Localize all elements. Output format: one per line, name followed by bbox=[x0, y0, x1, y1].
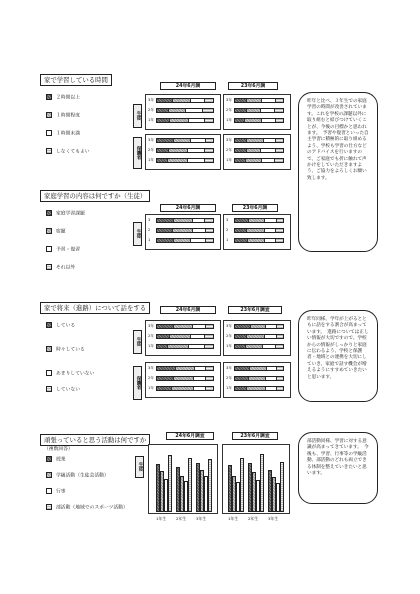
legend-label: 学級活動（生徒会活動） bbox=[56, 473, 109, 479]
s3-l-hogosha-bar-segment bbox=[194, 387, 206, 390]
s1-r-seito-bar-segment bbox=[235, 99, 247, 102]
s4-right-x-0: 1年生 bbox=[228, 516, 239, 521]
s2-l-bar-segment bbox=[205, 219, 213, 222]
legend-label: １時間程度 bbox=[56, 113, 80, 119]
s1-l-hogosha-bar-segment bbox=[188, 149, 205, 152]
s3-r-seito-bar-segment bbox=[235, 335, 247, 338]
s1-r-hogosha-bar-segment bbox=[261, 149, 276, 152]
s2-r-bar-segment bbox=[235, 239, 248, 242]
s4-left-bar bbox=[168, 455, 172, 512]
s4-legend-2 bbox=[46, 488, 66, 496]
s2-legend-1 bbox=[46, 228, 66, 236]
s1-l-hogosha-bar-row bbox=[156, 148, 214, 153]
swatch-icon bbox=[46, 370, 52, 376]
s1-r-hogosha-bar-segment bbox=[276, 149, 283, 152]
s1-l-hogosha-bar-segment bbox=[168, 159, 188, 162]
swatch-icon bbox=[46, 112, 52, 118]
s2-l-bar-segment bbox=[174, 239, 191, 242]
s3-l-hogosha-row-label: 1年 bbox=[148, 386, 154, 390]
s3-l-hogosha-bar-row bbox=[156, 366, 214, 371]
s3-l-seito-bar-segment bbox=[157, 325, 174, 328]
s2-l-row-label: 2 bbox=[148, 228, 151, 232]
s4-legend-0 bbox=[46, 456, 66, 464]
s3-legend-3 bbox=[46, 386, 80, 394]
s3-note: 昨年同様、学年が上がるとともに話をする割合が高まっています。 進路については正しい情報が大切ですので、学校からの情報がしっかりと家庭に伝わるよう、学校と保護者・地域との連携を大切にしていき、家庭で話す機会が増えるようにすすめていきたいと思います。 bbox=[298, 310, 378, 402]
s1-l-hogosha-bar-segment bbox=[206, 139, 213, 142]
s3-group-seito: 生徒 bbox=[133, 330, 142, 354]
s1-r-hogosha-bar-segment bbox=[275, 159, 283, 162]
s3-chart-right-title: 23年6月調査 bbox=[228, 306, 282, 314]
s2-r-bar-segment bbox=[277, 219, 283, 222]
s3-legend-1 bbox=[46, 346, 85, 354]
s3-l-seito-row-label: 3年 bbox=[148, 324, 154, 328]
s3-r-seito-bar-segment bbox=[265, 335, 277, 338]
s3-l-seito-bar-segment bbox=[191, 335, 206, 338]
s3-r-hogosha-bar-segment bbox=[250, 367, 266, 370]
legend-label: しなくてもよい bbox=[56, 149, 90, 155]
s3-r-seito-row-label: 1年 bbox=[226, 344, 232, 348]
swatch-icon bbox=[46, 472, 52, 478]
s1-legend-1 bbox=[46, 112, 80, 120]
s1-l-seito-bar-segment bbox=[189, 119, 205, 122]
s3-r-seito-bar-segment bbox=[235, 345, 246, 348]
s1-l-seito-bar-segment bbox=[157, 99, 173, 102]
s3-legend-2 bbox=[46, 370, 94, 378]
s1-l-hogosha-bar-segment bbox=[157, 159, 168, 162]
s1-r-seito-bar-segment bbox=[275, 109, 283, 112]
s1-l-seito-row-label: 2年 bbox=[148, 108, 154, 112]
s1-l-seito-bar-segment bbox=[203, 109, 213, 112]
s1-l-seito-bar-segment bbox=[205, 119, 213, 122]
s1-r-hogosha-bar-segment bbox=[247, 149, 261, 152]
s4-right-bar bbox=[280, 462, 284, 512]
s2-l-bar-segment bbox=[157, 239, 174, 242]
s3-r-seito-row-label: 3年 bbox=[226, 324, 232, 328]
s1-l-seito-bar-row bbox=[156, 118, 214, 123]
s4-group-seito: 生徒 bbox=[135, 456, 144, 478]
s4-left-x-0: 1年生 bbox=[156, 516, 167, 521]
s4-note: 部活動同様、学習に対する意識が高まってきています。 今後も、学習、行事等の学級活動、部活動のどれも両立できる体制を整えていきたいと思います。 bbox=[298, 432, 378, 504]
s3-l-seito-bar-segment bbox=[168, 345, 189, 348]
s3-l-hogosha-bar-row bbox=[156, 386, 214, 391]
s2-l-bar-segment bbox=[206, 239, 213, 242]
swatch-icon bbox=[46, 386, 52, 392]
s3-l-hogosha-row-label: 2年 bbox=[148, 376, 154, 380]
s2-r-bar-segment bbox=[249, 219, 264, 222]
s4-right-bar bbox=[240, 458, 244, 512]
s1-l-hogosha-bar-segment bbox=[174, 139, 191, 142]
swatch-icon bbox=[46, 322, 52, 328]
legend-label: 部活動（地域でのスポーツ活動） bbox=[56, 505, 128, 511]
s1-r-hogosha-bar-segment bbox=[235, 149, 247, 152]
s3-l-hogosha-bar-segment bbox=[195, 367, 206, 370]
s3-r-seito-bar-segment bbox=[251, 325, 265, 328]
s2-l-bar-segment bbox=[157, 229, 173, 232]
s2-r-bar-row bbox=[234, 228, 284, 233]
s3-l-hogosha-bar-row bbox=[156, 376, 214, 381]
s2-l-bar-segment bbox=[174, 219, 193, 222]
s2-r-bar-row bbox=[234, 218, 284, 223]
s1-l-hogosha-bar-segment bbox=[205, 149, 213, 152]
s3-l-hogosha-bar-segment bbox=[174, 377, 194, 380]
s3-l-seito-bar-segment bbox=[205, 345, 213, 348]
s3-r-hogosha-row-label: 1年 bbox=[226, 386, 232, 390]
s1-r-seito-bar-segment bbox=[247, 99, 261, 102]
s3-l-hogosha-bar-segment bbox=[206, 367, 213, 370]
s4-chart-right-title: 23年6月調査 bbox=[232, 432, 278, 440]
s3-r-seito-bar-segment bbox=[277, 335, 283, 338]
s1-l-hogosha-bar-segment bbox=[157, 149, 169, 152]
s1-chart-right-title: 23年6月調 bbox=[228, 82, 278, 90]
s4-left-bar bbox=[188, 458, 192, 512]
s3-l-seito-bar-segment bbox=[157, 335, 170, 338]
s4-legend-1 bbox=[46, 472, 109, 480]
s1-r-seito-bar-segment bbox=[276, 99, 283, 102]
legend-label: それ以外 bbox=[56, 265, 76, 271]
s1-l-seito-row-label: 1年 bbox=[148, 118, 154, 122]
s3-r-hogosha-bar-segment bbox=[235, 377, 249, 380]
section2-title: 家庭学習の内容は何ですか（生徒） bbox=[40, 190, 150, 202]
legend-label: している bbox=[56, 323, 76, 329]
s3-chart-left-title: 24年6月調 bbox=[160, 306, 216, 314]
s1-legend-0 bbox=[46, 94, 80, 102]
s3-l-seito-bar-segment bbox=[193, 325, 206, 328]
s1-r-hogosha-bar-row bbox=[234, 138, 284, 143]
s3-r-seito-bar-segment bbox=[276, 345, 283, 348]
s1-r-hogosha-bar-row bbox=[234, 158, 284, 163]
s2-r-bar-segment bbox=[265, 219, 277, 222]
s1-l-hogosha-bar-segment bbox=[191, 139, 207, 142]
s4-left-x-2: 3年生 bbox=[196, 516, 207, 521]
section3-title: 家で将来（進路）について話をする bbox=[40, 302, 150, 314]
s1-r-hogosha-bar-row bbox=[234, 148, 284, 153]
s3-l-seito-bar-segment bbox=[205, 335, 213, 338]
legend-label: １時間未満 bbox=[56, 131, 80, 137]
s3-l-seito-bar-segment bbox=[157, 345, 168, 348]
s2-r-row-label: 2 bbox=[226, 228, 229, 232]
s3-l-seito-bar-row bbox=[156, 324, 214, 329]
s2-chart-left-title: 24年6月調 bbox=[160, 204, 216, 212]
legend-label: 宿題 bbox=[56, 229, 66, 235]
s1-group-seito: 生徒 bbox=[133, 104, 142, 128]
s1-l-seito-bar-segment bbox=[186, 109, 203, 112]
s3-l-seito-bar-segment bbox=[174, 325, 193, 328]
legend-label: 時々している bbox=[56, 347, 85, 353]
s1-r-hogosha-bar-segment bbox=[246, 159, 262, 162]
swatch-icon bbox=[46, 504, 52, 510]
swatch-icon bbox=[46, 130, 52, 136]
swatch-icon bbox=[46, 246, 52, 252]
s2-l-bar-row bbox=[156, 218, 214, 223]
s2-l-bar-segment bbox=[173, 229, 193, 232]
s1-l-hogosha-row-label: 1年 bbox=[148, 158, 154, 162]
s3-r-seito-bar-row bbox=[234, 344, 284, 349]
s3-l-seito-bar-row bbox=[156, 334, 214, 339]
s3-r-hogosha-bar-segment bbox=[247, 387, 266, 390]
s4-legend-3 bbox=[46, 504, 128, 512]
s1-l-seito-bar-segment bbox=[205, 99, 213, 102]
s3-r-hogosha-row-label: 3年 bbox=[226, 366, 232, 370]
s1-l-seito-bar-segment bbox=[191, 99, 206, 102]
s3-legend-0 bbox=[46, 322, 75, 330]
s2-legend-3 bbox=[46, 264, 75, 272]
s1-r-seito-bar-row bbox=[234, 98, 284, 103]
s1-r-seito-row-label: 1年 bbox=[226, 118, 232, 122]
s1-r-hogosha-bar-segment bbox=[247, 139, 263, 142]
s1-l-seito-bar-row bbox=[156, 108, 214, 113]
s3-r-hogosha-bar-segment bbox=[277, 367, 283, 370]
legend-label: していない bbox=[56, 387, 80, 393]
s4-chart-left-title: 24年6月調査 bbox=[166, 432, 214, 440]
s1-r-hogosha-bar-segment bbox=[235, 159, 246, 162]
s3-l-hogosha-bar-segment bbox=[206, 377, 213, 380]
s4-right-bar bbox=[260, 454, 264, 512]
s1-l-hogosha-bar-row bbox=[156, 138, 214, 143]
s3-r-seito-bar-segment bbox=[277, 325, 283, 328]
s3-l-seito-row-label: 2年 bbox=[148, 334, 154, 338]
s3-r-hogosha-bar-segment bbox=[267, 367, 278, 370]
s2-l-bar-row bbox=[156, 238, 214, 243]
s3-l-hogosha-bar-segment bbox=[172, 387, 194, 390]
s2-l-bar-segment bbox=[206, 229, 213, 232]
s3-l-hogosha-bar-segment bbox=[176, 367, 195, 370]
s2-chart-right-title: 23年6月調 bbox=[232, 204, 278, 212]
s3-r-hogosha-bar-segment bbox=[235, 367, 250, 370]
s2-l-bar-segment bbox=[157, 219, 174, 222]
s1-note: 昨年と比べ、３年生での家庭学習の時間が改善されています。これを学校の課題以外に取り組むと結びつけていくことが、今後の目標かと思われます。 予習や復習といった自主学習に積極的に取り組めるよう、学校も学習の仕方などのアドバイスを行いますので、ご家庭でも折に触れて声かけをしていただきますよう、ご協力をよろしくお願い致します。 bbox=[298, 92, 378, 252]
legend-label: あまりしていない bbox=[56, 371, 95, 377]
s1-r-seito-bar-segment bbox=[235, 119, 245, 122]
s2-r-row-label: 1 bbox=[226, 238, 229, 242]
s1-r-hogosha-bar-segment bbox=[276, 139, 283, 142]
s4-left-x-1: 2年生 bbox=[176, 516, 187, 521]
s3-r-seito-bar-segment bbox=[247, 335, 264, 338]
s3-r-seito-bar-segment bbox=[246, 345, 263, 348]
swatch-icon bbox=[46, 456, 52, 462]
legend-label: ２時間以上 bbox=[56, 95, 80, 101]
s3-l-seito-row-label: 1年 bbox=[148, 344, 154, 348]
s3-l-hogosha-bar-segment bbox=[157, 377, 174, 380]
s3-r-seito-bar-segment bbox=[235, 325, 251, 328]
s3-l-hogosha-bar-segment bbox=[157, 367, 176, 370]
s1-r-hogosha-row-label: 2年 bbox=[226, 148, 232, 152]
s3-r-hogosha-bar-row bbox=[234, 386, 284, 391]
s1-l-seito-bar-segment bbox=[170, 119, 189, 122]
s2-legend-2 bbox=[46, 246, 80, 254]
s3-r-hogosha-bar-segment bbox=[266, 387, 278, 390]
s1-l-seito-bar-segment bbox=[173, 99, 191, 102]
s1-l-hogosha-row-label: 3年 bbox=[148, 138, 154, 142]
s2-r-bar-segment bbox=[276, 239, 283, 242]
s1-r-seito-bar-segment bbox=[262, 119, 276, 122]
swatch-icon bbox=[46, 94, 52, 100]
s2-l-bar-row bbox=[156, 228, 214, 233]
s3-l-seito-bar-segment bbox=[170, 335, 190, 338]
s2-r-bar-segment bbox=[276, 229, 283, 232]
s2-l-row-label: 3 bbox=[148, 218, 151, 222]
s3-r-seito-bar-segment bbox=[263, 345, 276, 348]
s1-r-hogosha-row-label: 1年 bbox=[226, 158, 232, 162]
s2-l-bar-segment bbox=[193, 219, 205, 222]
s3-r-seito-bar-row bbox=[234, 324, 284, 329]
s2-r-bar-segment bbox=[235, 219, 249, 222]
s2-r-row-label: 3 bbox=[226, 218, 229, 222]
s1-r-seito-bar-row bbox=[234, 118, 284, 123]
s3-r-hogosha-bar-row bbox=[234, 366, 284, 371]
s1-l-hogosha-bar-segment bbox=[157, 139, 174, 142]
s3-r-hogosha-bar-segment bbox=[277, 377, 283, 380]
s1-l-seito-row-label: 3年 bbox=[148, 98, 154, 102]
s3-r-seito-row-label: 2年 bbox=[226, 334, 232, 338]
swatch-icon bbox=[46, 488, 52, 494]
s3-r-hogosha-row-label: 2年 bbox=[226, 376, 232, 380]
s2-l-row-label: 1 bbox=[148, 238, 151, 242]
s1-legend-2 bbox=[46, 130, 80, 138]
s1-chart-left-title: 24年6月調 bbox=[160, 82, 216, 90]
s3-l-hogosha-bar-segment bbox=[157, 387, 172, 390]
s2-l-bar-segment bbox=[193, 229, 206, 232]
s1-r-seito-row-label: 2年 bbox=[226, 108, 232, 112]
s1-l-seito-bar-segment bbox=[169, 109, 186, 112]
s1-l-seito-bar-segment bbox=[157, 109, 169, 112]
s1-r-seito-bar-segment bbox=[235, 109, 247, 112]
s1-r-hogosha-bar-segment bbox=[264, 139, 276, 142]
s3-l-seito-bar-row bbox=[156, 344, 214, 349]
s4-subtitle: （複数回答） bbox=[44, 447, 73, 452]
s3-r-seito-bar-segment bbox=[266, 325, 278, 328]
s2-r-bar-segment bbox=[265, 229, 277, 232]
swatch-icon bbox=[46, 148, 52, 154]
s3-r-hogosha-bar-segment bbox=[249, 377, 265, 380]
section4-title: 頑張っていると思う活動は何ですか bbox=[40, 434, 150, 446]
s4-right-x-2: 3年生 bbox=[268, 516, 279, 521]
s1-legend-3 bbox=[46, 148, 90, 156]
swatch-icon bbox=[46, 264, 52, 270]
legend-label: 家庭学習課題 bbox=[56, 211, 85, 217]
s1-r-seito-bar-segment bbox=[245, 119, 262, 122]
s1-l-hogosha-bar-row bbox=[156, 158, 214, 163]
s1-r-hogosha-row-label: 3年 bbox=[226, 138, 232, 142]
s1-l-hogosha-bar-segment bbox=[188, 159, 205, 162]
s3-r-seito-bar-row bbox=[234, 334, 284, 339]
s2-r-bar-segment bbox=[248, 239, 264, 242]
s4-left-bar bbox=[208, 459, 212, 512]
s1-l-hogosha-row-label: 2年 bbox=[148, 148, 154, 152]
s1-group-hogosha: 保護者 bbox=[133, 137, 142, 169]
s3-r-hogosha-bar-segment bbox=[266, 377, 278, 380]
swatch-icon bbox=[46, 228, 52, 234]
s3-l-hogosha-bar-segment bbox=[206, 387, 213, 390]
s1-r-seito-bar-row bbox=[234, 108, 284, 113]
s2-l-bar-segment bbox=[191, 239, 207, 242]
section1-title: 家で学習している時間 bbox=[40, 74, 112, 86]
s1-l-hogosha-bar-segment bbox=[205, 159, 213, 162]
s1-l-seito-bar-segment bbox=[157, 119, 170, 122]
s1-r-hogosha-bar-segment bbox=[235, 139, 247, 142]
s3-group-hogosha: 保護者 bbox=[133, 366, 142, 400]
s3-l-hogosha-bar-segment bbox=[194, 377, 206, 380]
s1-r-seito-bar-segment bbox=[261, 109, 275, 112]
s1-r-hogosha-bar-segment bbox=[262, 159, 275, 162]
s3-l-seito-bar-segment bbox=[189, 345, 205, 348]
legend-label: 行事 bbox=[56, 489, 66, 495]
s2-r-bar-row bbox=[234, 238, 284, 243]
s4-right-x-1: 2年生 bbox=[248, 516, 259, 521]
swatch-icon bbox=[46, 346, 52, 352]
s1-r-seito-row-label: 3年 bbox=[226, 98, 232, 102]
s2-r-bar-segment bbox=[265, 239, 277, 242]
s2-r-bar-segment bbox=[235, 229, 247, 232]
s1-r-seito-bar-segment bbox=[247, 109, 261, 112]
swatch-icon bbox=[46, 210, 52, 216]
legend-label: 授業 bbox=[56, 457, 66, 463]
legend-label: 予習・復習 bbox=[56, 247, 80, 253]
s1-r-seito-bar-segment bbox=[262, 99, 276, 102]
s3-r-hogosha-bar-segment bbox=[277, 387, 283, 390]
s3-l-hogosha-row-label: 3年 bbox=[148, 366, 154, 370]
s3-l-seito-bar-segment bbox=[206, 325, 213, 328]
s1-l-hogosha-bar-segment bbox=[169, 149, 188, 152]
s1-l-seito-bar-row bbox=[156, 98, 214, 103]
s3-r-hogosha-bar-segment bbox=[235, 387, 247, 390]
s2-group-seito: 生徒 bbox=[133, 222, 142, 246]
s1-r-seito-bar-segment bbox=[276, 119, 283, 122]
s3-r-hogosha-bar-row bbox=[234, 376, 284, 381]
s2-r-bar-segment bbox=[247, 229, 264, 232]
s2-legend-0 bbox=[46, 210, 85, 218]
